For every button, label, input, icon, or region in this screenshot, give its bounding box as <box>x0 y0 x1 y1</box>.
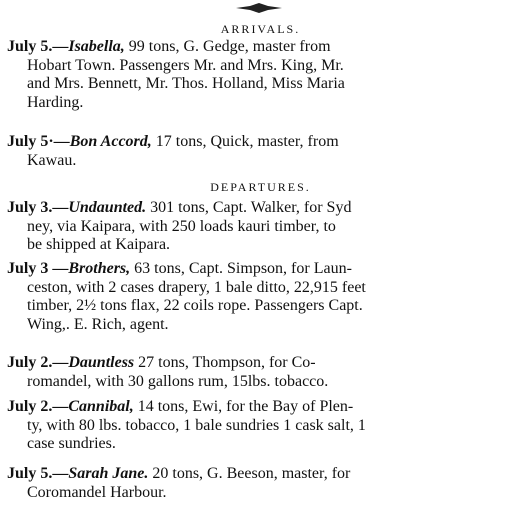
entry-text: 14 tons, Ewi, for the Bay of Plen- <box>133 398 354 415</box>
departure-entry <box>7 354 519 391</box>
entry-text: timber, 2½ tons flax, 22 coils rope. Passengers Capt. <box>27 297 363 314</box>
entry-date: July 2.— <box>7 398 69 415</box>
entry-text: Hobart Town. Passengers Mr. and Mrs. King, Mr. <box>27 56 344 74</box>
entry-text: Wing,. E. Rich, agent. <box>27 315 169 333</box>
entry-text: Kawau. <box>27 151 77 169</box>
ship-name: Isabella, <box>68 38 125 55</box>
entry-text: romandel, with 30 gallons rum, 15lbs. tobacco. <box>27 372 329 390</box>
arrivals-heading: ARRIVALS. <box>220 22 301 36</box>
departure-entry <box>7 398 519 454</box>
entry-date: July 5.— <box>7 38 69 55</box>
entry-date: July 5·— <box>7 133 70 150</box>
entry-date: July 5.— <box>7 465 69 482</box>
entry-text: 301 tons, Capt. Walker, for Syd <box>146 199 352 216</box>
departures-heading: DEPARTURES. <box>210 180 311 194</box>
departure-entry <box>7 199 519 255</box>
entry-date: July 2.— <box>7 354 69 371</box>
entry-text: ty, with 80 lbs. tobacco, 1 bale sundries 1 cask salt, 1 <box>27 416 366 434</box>
departure-entry <box>7 260 519 334</box>
entry-text: 63 tons, Capt. Simpson, for Laun- <box>130 260 352 277</box>
entry-text: and Mrs. Bennett, Mr. Thos. Holland, Miss Maria <box>27 75 345 92</box>
entry-text: 17 tons, Quick, master, from <box>151 133 339 150</box>
ship-name: Dauntless <box>68 354 135 371</box>
entry-text: 99 tons, G. Gedge, master from <box>124 38 331 55</box>
entry-text: case sundries. <box>27 435 116 452</box>
entry-text: Coromandel Harbour. <box>27 483 167 501</box>
ship-name: Cannibal, <box>68 398 134 415</box>
arrival-entry <box>7 38 519 112</box>
departure-entry <box>7 465 519 502</box>
divider-ornament <box>236 3 282 13</box>
ship-name: Sarah Jane. <box>68 465 149 482</box>
entry-text: Harding. <box>27 93 84 111</box>
arrival-entry <box>7 133 519 170</box>
entry-text: 20 tons, G. Beeson, master, for <box>148 465 351 482</box>
entry-text: ceston, with 2 cases drapery, 1 bale ditto, 22,915 feet <box>27 278 366 296</box>
entry-text: be shipped at Kaipara. <box>27 236 171 253</box>
ship-name: Brothers, <box>68 260 131 277</box>
entry-text: 27 tons, Thompson, for Co- <box>134 354 316 371</box>
ship-name: Undaunted. <box>68 199 147 216</box>
entry-date: July 3 — <box>7 260 69 277</box>
ship-name: Bon Accord, <box>69 133 152 150</box>
entry-text: ney, via Kaipara, with 250 loads kauri timber, to <box>27 217 336 235</box>
entry-date: July 3.— <box>7 199 69 216</box>
